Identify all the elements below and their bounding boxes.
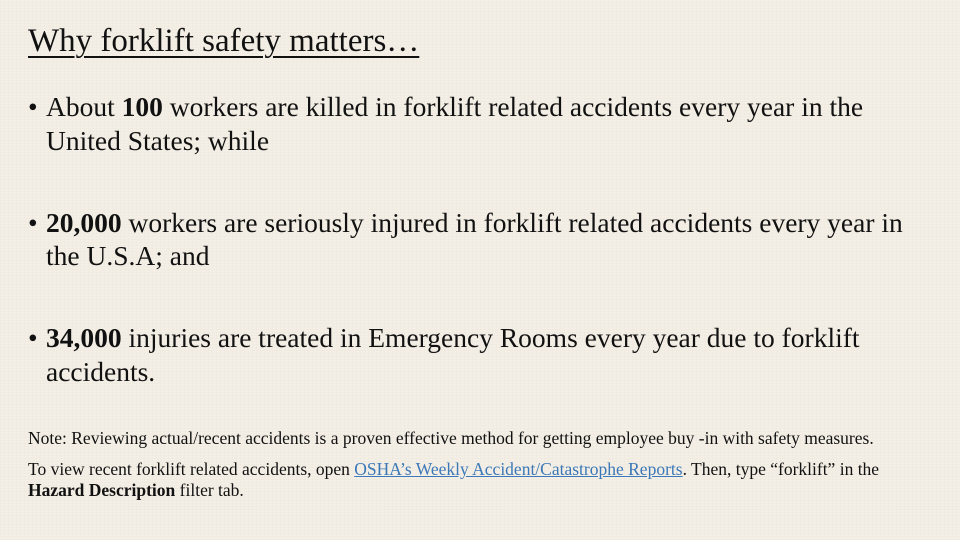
osha-reports-link[interactable]: OSHA’s Weekly Accident/Catastrophe Reports xyxy=(354,459,683,479)
slide-title: Why forklift safety matters… xyxy=(28,23,420,59)
bullet-item-emergency xyxy=(28,321,928,389)
bullet-marker: • xyxy=(28,206,38,238)
bullet-item-killed xyxy=(28,90,928,158)
bullet-text-after: injuries are treated in Emergency Rooms every year due to forklift accidents. xyxy=(46,322,860,388)
bullet-item-injured xyxy=(28,206,928,274)
bullet-text-before: About xyxy=(46,91,122,122)
note-buy-in: Note: Reviewing actual/recent accidents is a proven effective method for getting employee buy -in with safety measures. xyxy=(28,428,874,448)
bullet-marker: • xyxy=(28,322,38,354)
bullet-stat: 20,000 xyxy=(46,206,122,238)
bullet-text-after: workers are killed in forklift related accidents every year in the United States; while xyxy=(46,91,864,156)
note-text-before-link: To view recent forklift related accidents, open xyxy=(28,459,355,479)
bullet-list xyxy=(28,90,928,437)
bullet-marker: • xyxy=(28,91,38,122)
note-text-after-link: . Then, type “forklift” in the xyxy=(682,459,880,479)
bullet-text-after: workers are seriously injured in forklift related accidents every year in the U.S.A; and xyxy=(46,206,903,272)
notes-section xyxy=(28,428,933,511)
hazard-description-label: Hazard Description xyxy=(28,480,176,500)
note-text-end: filter tab. xyxy=(175,480,244,500)
bullet-stat: 100 xyxy=(121,91,163,122)
bullet-stat: 34,000 xyxy=(46,322,122,354)
note-osha-instructions xyxy=(28,459,933,501)
